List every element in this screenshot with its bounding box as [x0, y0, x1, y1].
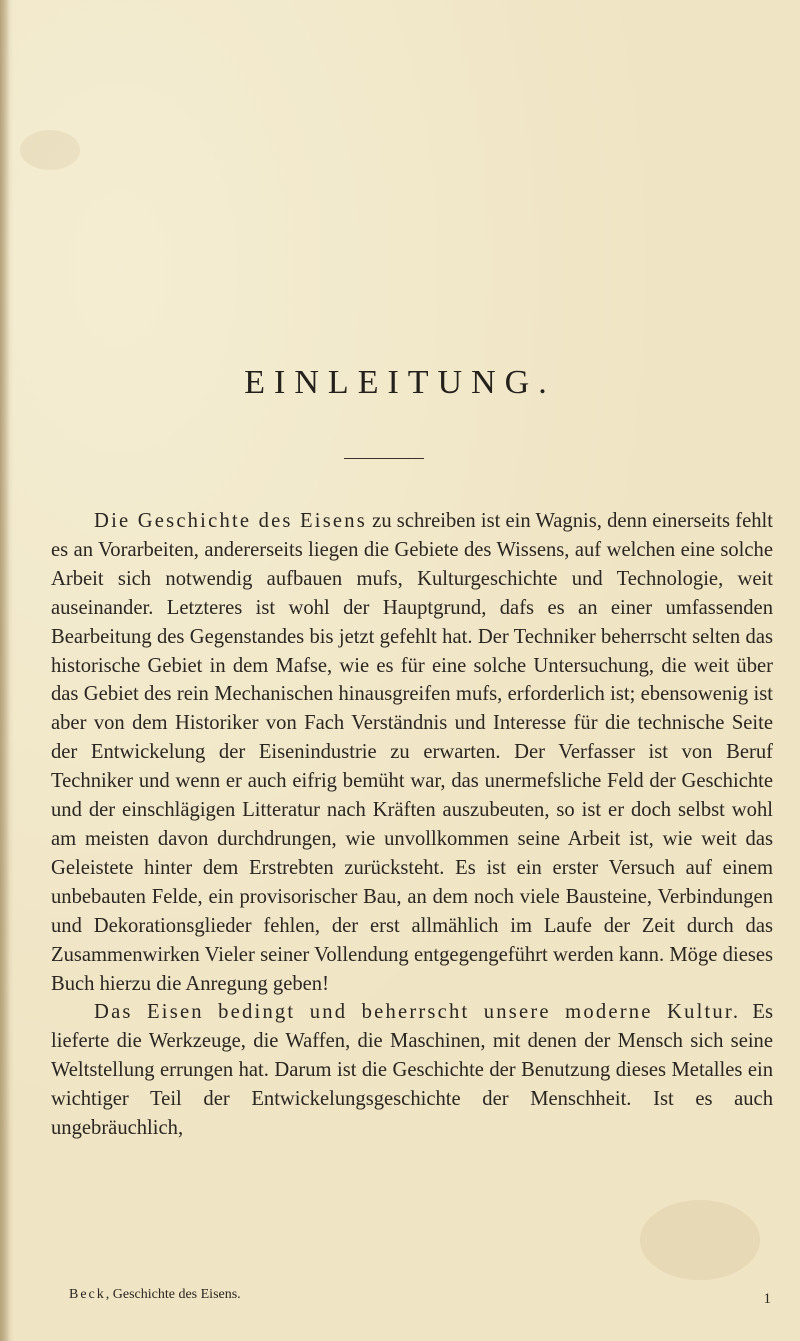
paragraph-intro — [51, 507, 773, 998]
paragraph-culture — [51, 998, 773, 1143]
footer-book-title: Geschichte des Eisens. — [112, 1287, 241, 1302]
paragraph-lead: Die Geschichte des Eisens — [94, 510, 367, 532]
chapter-heading: EINLEITUNG. — [244, 364, 556, 401]
paragraph-body: Es lieferte die Werkzeuge, die Waffen, die Maschinen, mit denen der Mensch sich seine Weltstellung errungen hat. Darum ist die Geschichte der Benutzung dieses Metalles ein wichtiger Teil der Entwickelungsgeschichte der Menschheit. Ist es auch ungebräuchlich, — [51, 1001, 773, 1140]
page-footer — [51, 1287, 773, 1307]
paragraph-lead: Das Eisen bedingt und beherrscht unsere moderne Kultur. — [94, 1001, 741, 1024]
paper-stain — [20, 130, 80, 170]
paragraph-body: zu schreiben ist ein Wagnis, denn einerseits fehlt es an Vorarbeiten, andererseits liegen die Gebiete des Wissens, auf welchen eine solche Arbeit sich notwendig aufbauen mufs, Kulturgeschichte und Technologie, weit auseinander. Letzteres ist wohl der Hauptgrund, dafs es an einer umfassenden Bearbeitung des Gegenstandes bis jetzt gefehlt hat. Der Techniker beherrscht selten das historische Gebiet in dem Mafse, wie es für eine solche Untersuchung, die weit über das Gebiet des rein Mechanischen hinausgreifen mufs, erforderlich ist; ebensowenig ist aber von dem Historiker von Fach Verständnis und Interesse für die technische Seite der Entwickelung der Eisenindustrie zu erwarten. Der Verfasser ist von Beruf Techniker und wenn er auch eifrig bemüht war, das unermefsliche Feld der Geschichte und der einschlägigen Litteratur nach Kräften auszubeuten, so ist er doch selbst wohl am meisten davon durchdrungen, wie unvollkommen seine Arbeit ist, wie weit das Geleistete hinter dem Erstrebten zurücksteht. Es ist ein erster Versuch auf einem unbebauten Felde, ein provisorischer Bau, an dem noch viele Bausteine, Verbindungen und Dekorationsglieder fehlen, der erst allmählich im Laufe der Zeit durch das Zusammenwirken Vieler seiner Vollendung entgegengeführt werden kann. Möge dieses Buch hierzu die Anregung geben! — [51, 510, 773, 995]
heading-divider — [344, 458, 424, 459]
page-number: 1 — [763, 1291, 771, 1307]
footer-author: Beck — [69, 1287, 106, 1302]
paper-stain — [640, 1200, 760, 1280]
footer-signature — [69, 1287, 241, 1303]
page-edge-shadow — [0, 0, 10, 1341]
footer-separator: , — [105, 1287, 113, 1302]
body-text — [51, 507, 773, 1143]
